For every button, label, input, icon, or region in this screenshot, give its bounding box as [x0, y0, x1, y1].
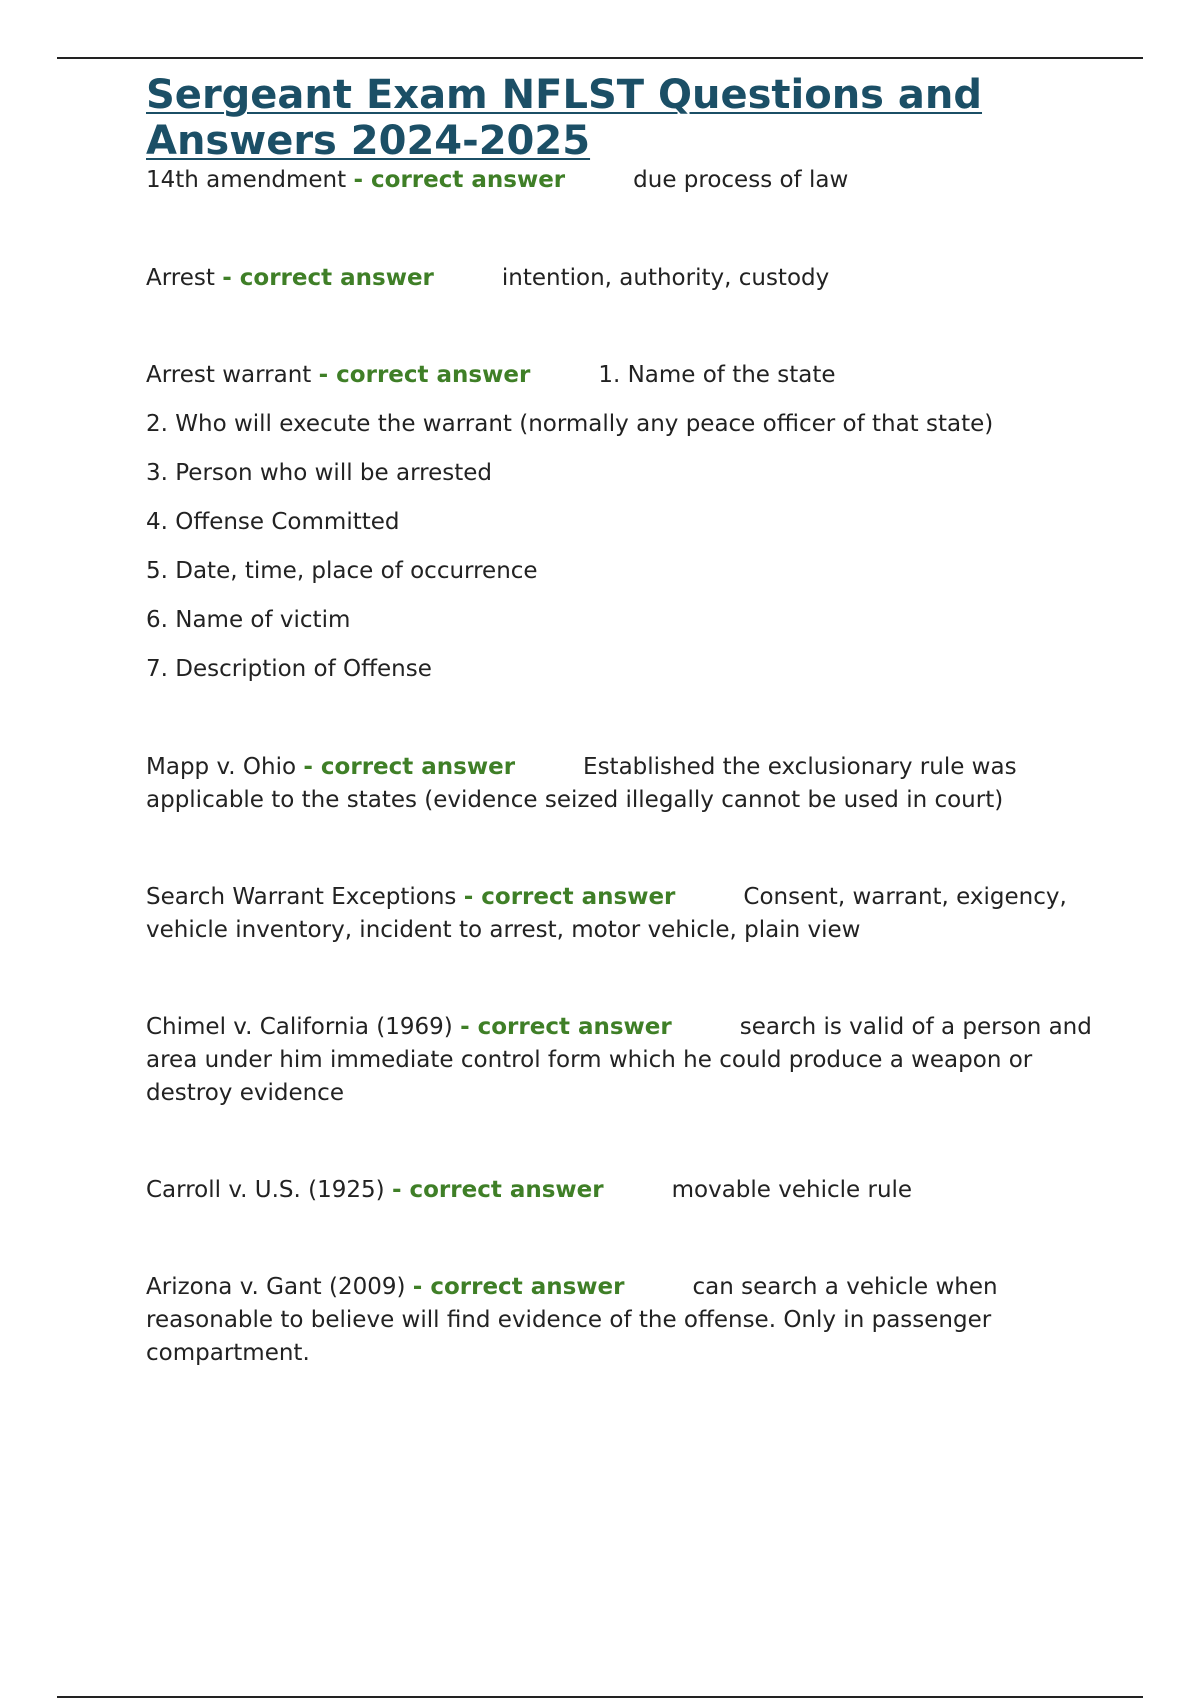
- qa-entry-arizona-v-gant: [146, 1271, 1096, 1370]
- bottom-rule: [57, 1696, 1143, 1698]
- term: Arrest: [146, 265, 215, 291]
- qa-entry-arrest-warrant: [146, 359, 1096, 686]
- correct-answer-marker: - correct answer: [463, 884, 676, 910]
- correct-answer-marker: - correct answer: [303, 754, 516, 780]
- warrant-item-7: 7. Description of Offense: [146, 656, 432, 682]
- qa-entry-search-warrant-exceptions: [146, 881, 1096, 947]
- qa-entry-carroll-v-us: [146, 1174, 1096, 1207]
- term: Arrest warrant: [146, 362, 312, 388]
- answer: search is valid of a person and area under him immediate control form which he could produce a weapon or destroy evidence: [146, 1014, 1092, 1106]
- answer: intention, authority, custody: [501, 265, 830, 291]
- correct-answer-marker: - correct answer: [391, 1177, 604, 1203]
- top-rule: [57, 57, 1143, 59]
- correct-answer-marker: - correct answer: [318, 362, 531, 388]
- answer: Established the exclusionary rule was applicable to the states (evidence seized illegally cannot be used in court): [146, 754, 1017, 813]
- qa-entry-mapp-v-ohio: [146, 751, 1096, 817]
- answer: movable vehicle rule: [671, 1177, 913, 1203]
- qa-entry-arrest: [146, 262, 1096, 295]
- correct-answer-marker: - correct answer: [222, 265, 434, 291]
- correct-answer-marker: - correct answer: [412, 1274, 625, 1300]
- document-body: [146, 72, 1096, 1370]
- answer: Consent, warrant, exigency, vehicle inventory, incident to arrest, motor vehicle, plain view: [146, 884, 1067, 943]
- term: Mapp v. Ohio: [146, 754, 297, 780]
- term: 14th amendment: [146, 167, 347, 193]
- warrant-item-5: 5. Date, time, place of occurrence: [146, 558, 538, 584]
- warrant-item-3: 3. Person who will be arrested: [146, 460, 492, 486]
- answer: can search a vehicle when reasonable to believe will find evidence of the offense. Only in passenger compartment.: [146, 1274, 998, 1366]
- answer: 1. Name of the state: [598, 362, 836, 388]
- warrant-item-4: 4. Offense Committed: [146, 509, 400, 535]
- term: Carroll v. U.S. (1925): [146, 1177, 385, 1203]
- term: Chimel v. California (1969): [146, 1014, 453, 1040]
- correct-answer-marker: - correct answer: [460, 1014, 672, 1040]
- qa-entry-14th-amendment: [146, 164, 1096, 197]
- document-title: Sergeant Exam NFLST Questions and Answers 2024-2025: [146, 72, 983, 164]
- qa-entry-chimel-v-california: [146, 1011, 1096, 1110]
- warrant-item-2: 2. Who will execute the warrant (normally any peace officer of that state): [146, 411, 994, 437]
- term: Arizona v. Gant (2009): [146, 1274, 406, 1300]
- term: Search Warrant Exceptions: [146, 884, 457, 910]
- answer: due process of law: [633, 167, 849, 193]
- correct-answer-marker: - correct answer: [353, 167, 566, 193]
- warrant-item-6: 6. Name of victim: [146, 607, 351, 633]
